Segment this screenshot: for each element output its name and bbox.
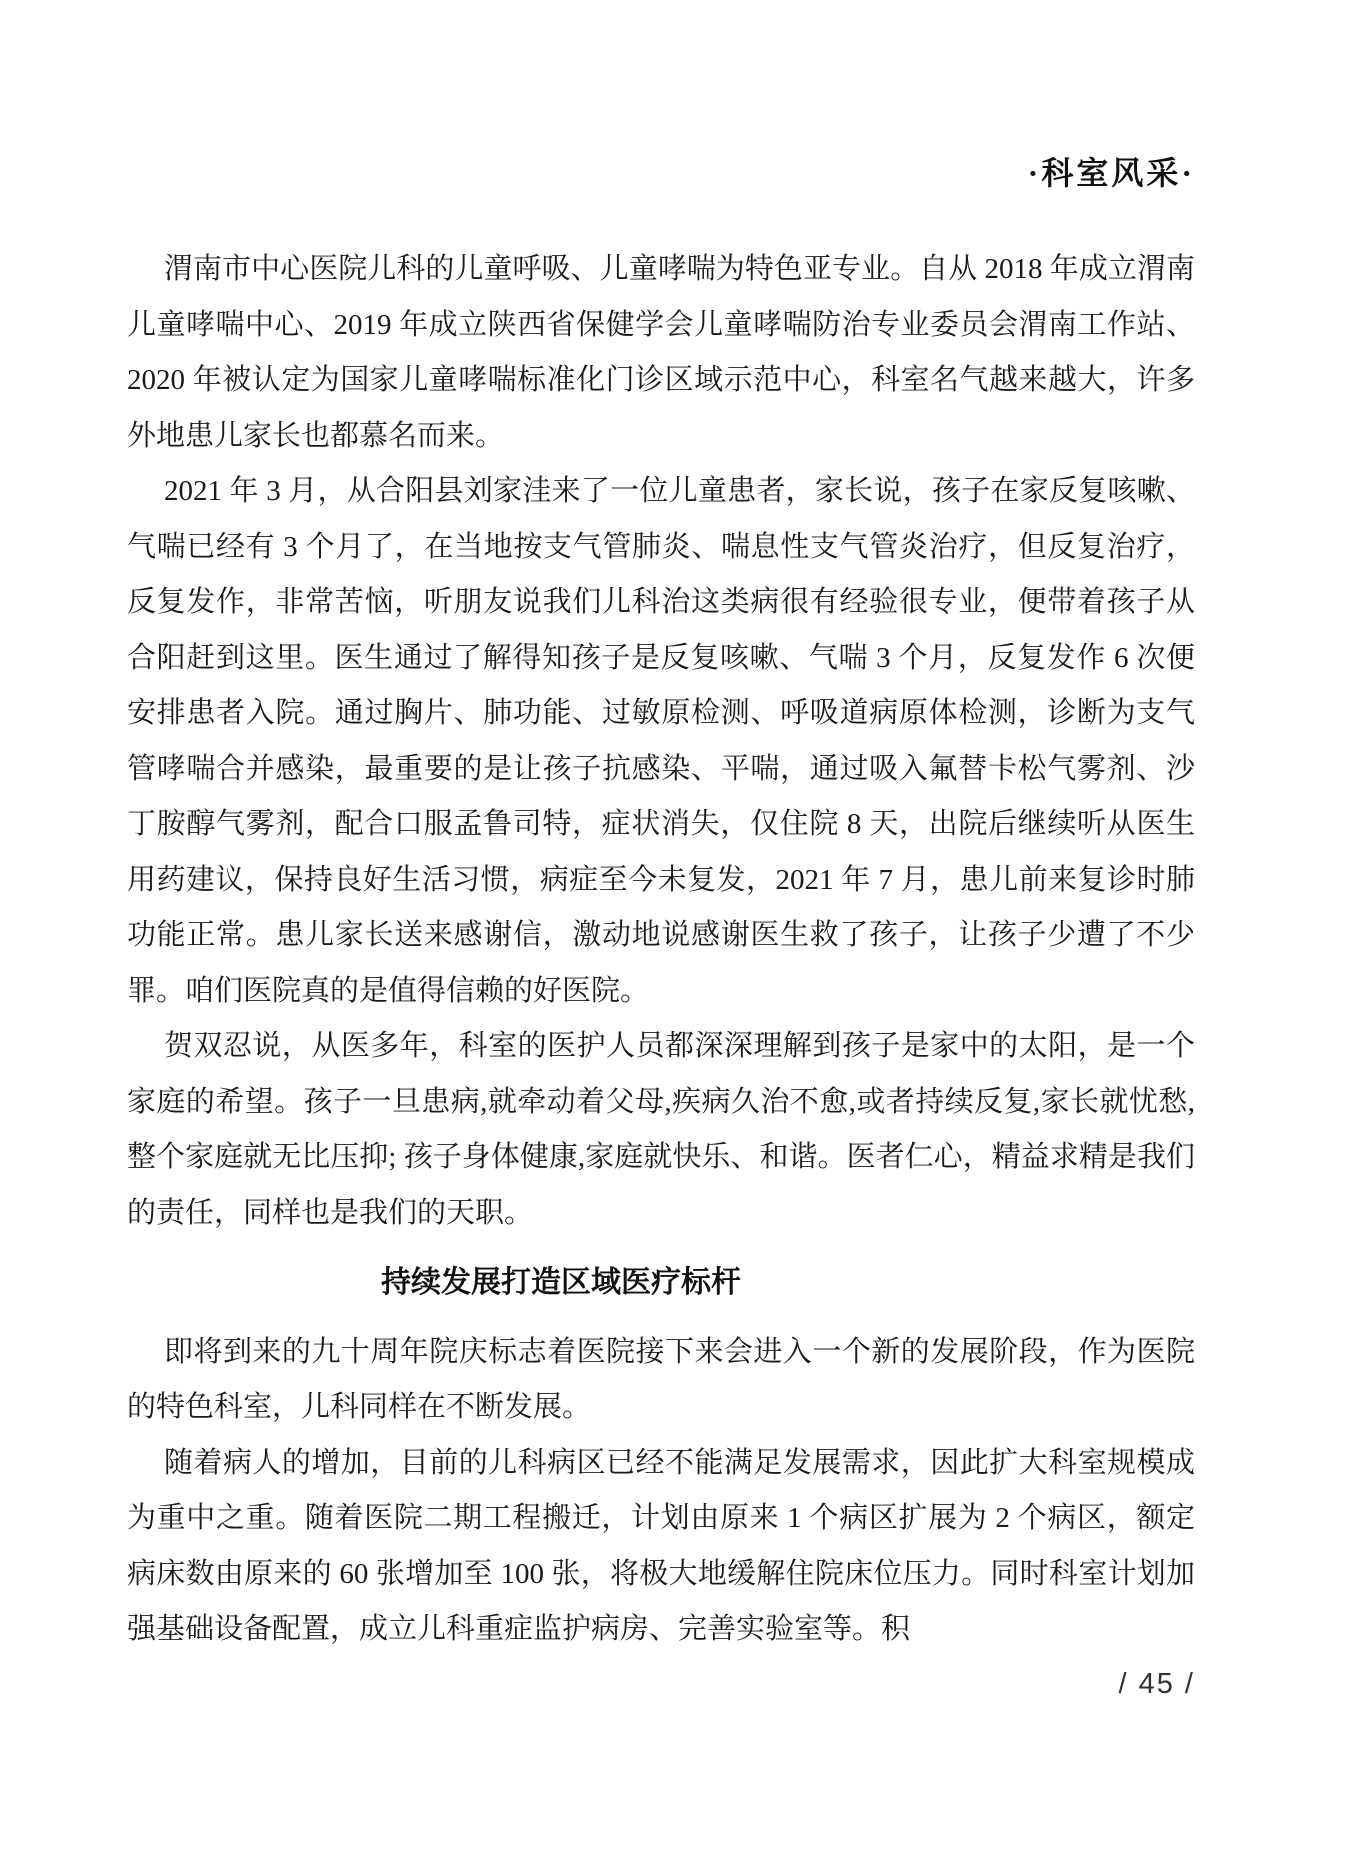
section-heading: 持续发展打造区域医疗标杆 [381, 1266, 741, 1299]
article-body [127, 242, 1195, 1658]
paragraph-doctor-quote: 贺双忍说，从医多年，科室的医护人员都深深理解到孩子是家中的太阳，是一个家庭的希望。孩子一旦患病,就牵动着父母,疾病久治不愈,或者持续反复,家长就忧愁,整个家庭就无比压抑; 孩子身体健康,家庭就快乐、和谐。医者仁心，精益求精是我们的责任，同样也是我们的天职。 [127, 1030, 1195, 1229]
column-title: ·科室风采· [1027, 155, 1195, 191]
paragraph-case-story: 2021 年 3 月，从合阳县刘家洼来了一位儿童患者，家长说，孩子在家反复咳嗽、气喘已经有 3 个月了，在当地按支气管肺炎、喘息性支气管炎治疗，但反复治疗，反复发作，非常苦恼，听朋友说我们儿科治这类病很有经验很专业，便带着孩子从合阳赶到这里。医生通过了解得知孩子是反复咳嗽、气喘 3 个月，反复发作 6 次便安排患者入院。通过胸片、肺功能、过敏原检测、呼吸道病原体检测，诊断为支气管哮喘合并感染，最重要的是让孩子抗感染、平喘，通过吸入氟替卡松气雾剂、沙丁胺醇气雾剂，配合口服孟鲁司特，症状消失，仅住院 8 天，出院后继续听从医生用药建议，保持良好生活习惯，病症至今未复发，2021 年 7 月，患儿前来复诊时肺功能正常。患儿家长送来感谢信，激动地说感谢医生救了孩子，让孩子少遭了不少罪。咱们医院真的是值得信赖的好医院。 [127, 475, 1195, 1007]
paragraph-intro: 渭南市中心医院儿科的儿童呼吸、儿童哮喘为特色亚专业。自从 2018 年成立渭南儿童哮喘中心、2019 年成立陕西省保健学会儿童哮喘防治专业委员会渭南工作站、2020 年被认定为国家儿童哮喘标准化门诊区域示范中心，科室名气越来越大，许多外地患儿家长也都慕名而来。 [127, 253, 1195, 452]
paragraph-anniversary: 即将到来的九十周年院庆标志着医院接下来会进入一个新的发展阶段，作为医院的特色科室，儿科同样在不断发展。 [127, 1335, 1195, 1423]
page-header [127, 148, 1195, 194]
page-number: / 45 / [1118, 1668, 1195, 1700]
paragraph-expansion: 随着病人的增加，目前的儿科病区已经不能满足发展需求，因此扩大科室规模成为重中之重。随着医院二期工程搬迁，计划由原来 1 个病区扩展为 2 个病区，额定病床数由原来的 60 张增加至 100 张，将极大地缓解住院床位压力。同时科室计划加强基础设备配置，成立儿科重症监护病房、完善实验室等。积 [127, 1446, 1195, 1645]
